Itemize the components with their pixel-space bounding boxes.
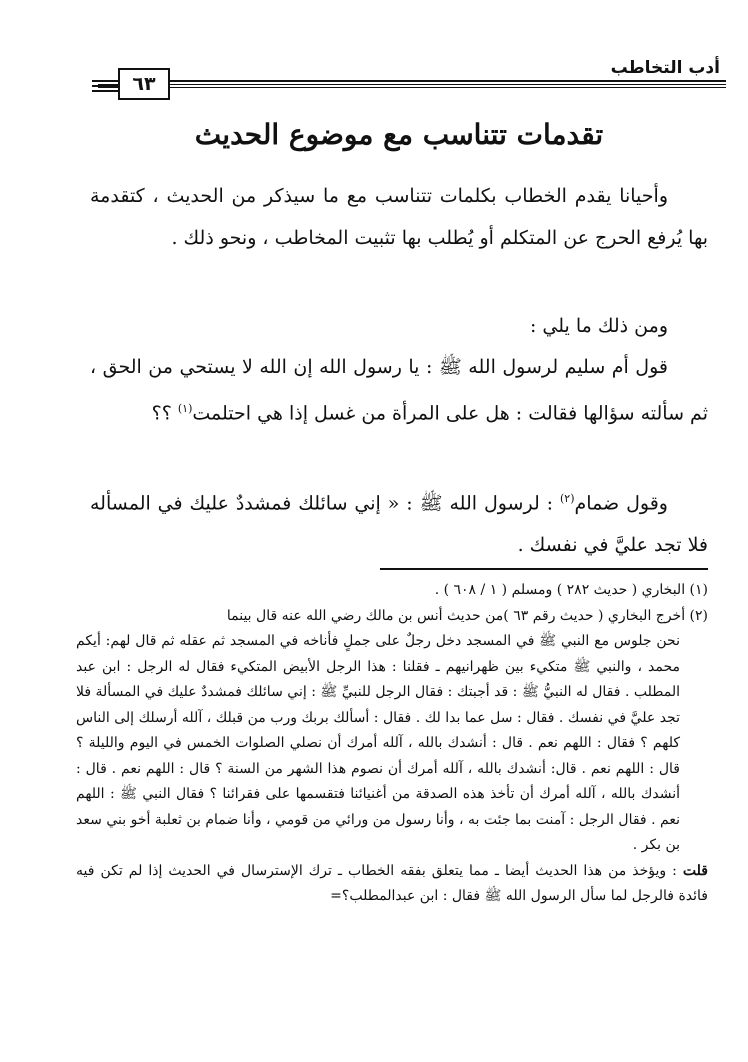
footnote-2-body: نحن جلوس مع النبي ﷺ في المسجد دخل رجلٌ على جملٍ فأناخه في المسجد ثم عقله ثم قال لهم: أيكم محمد ، والنبي ﷺ متكيء بين ظهرانيهم ـ فقلنا : هذا الرجل الأبيض المتكيء فقال له الرجل : ابن عبد المطلب . فقال له النبيُّ ﷺ : قد أجبتك : فقال الرجل للنبيِّ ﷺ : إني سائلك فمشددٌ عليك في المسألة فلا تجد عليَّ في نفسك . فقال : سل عما بدا لك . فقال : أسألك بربك ورب من قبلك ، آلله أرسلك إلى الناس كلهم ؟ فقال : اللهم نعم . قال : أنشدك بالله ، آلله أمرك أن نصلي الصلوات الخمس في اليوم والليلة ؟ قال : اللهم نعم . قال: أنشدك بالله ، آلله أمرك أن نصوم هذا الشهر من السنة ؟ قال : اللهم نعم . قال : أنشدك بالله ، آلله أمرك أن تأخذ هذه الصدقة من أغنيائنا فتقسمها على فقرائنا ؟ فقال النبي ﷺ : اللهم نعم . فقال الرجل : آمنت بما جئت به ، وأنا رسول من ورائي من قومي ، وأنا ضمام بن ثعلبة أخو بني سعد بن بكر . [76,633,680,853]
example-2-start: وقول ضمام [574,492,668,515]
example-2-paragraph [90,478,708,566]
note-label: قلت [682,862,708,879]
example-1-paragraph [90,346,708,434]
footnotes [76,578,708,910]
footnote-ref-2: (٢) [560,492,575,505]
footnote-separator [380,568,708,570]
footnote-ref-1: (١) [177,402,193,415]
footnote-2-first-line: (٢) أخرج البخاري ( حديث رقم ٦٣ )من حديث أنس بن مالك رضي الله عنه قال بينما [226,607,708,624]
header-rule [98,80,726,88]
note-text: : ويؤخذ من هذا الحديث أيضا ـ مما يتعلق بفقه الخطاب ـ ترك الإسترسال في الحديث إذا لم تكن فيه فائدة فالرجل لما سأل الرسول الله ﷺ فقال : ابن عبدالمطلب؟= [76,862,708,904]
example-1-end: ؟؟ [151,402,178,425]
footnote-1: (١) البخاري ( حديث ٢٨٢ ) ومسلم ( ١ / ٦٠٨ ) . [434,582,708,598]
footnote-note [76,859,708,910]
lead-paragraph: ومن ذلك ما يلي : [529,315,668,337]
example-2-text: : لرسول الله ﷺ : « إني سائلك فمشددٌ عليك في المسأله فلا تجد عليَّ في نفسك . [90,492,708,557]
page-number: ٦٣ [118,68,170,100]
running-title: أدب التخاطب [610,58,720,78]
page-number-rule [92,80,120,95]
example-1-text: قول أم سليم لرسول الله ﷺ : يا رسول الله إن الله لا يستحي من الحق ، ثم سألته سؤالها فقالت : هل على المرأة من غسل إذا هي احتلمت [90,356,708,425]
intro-paragraph: وأحيانا يقدم الخطاب بكلمات تتناسب مع ما سيذكر من الحديث ، كتقدمة بها يُرفع الحرج عن المتكلم أو يُطلب بها تثبيت المخاطب ، ونحو ذلك . [90,185,708,249]
section-title: تقدمات تتناسب مع موضوع الحديث [194,118,604,151]
